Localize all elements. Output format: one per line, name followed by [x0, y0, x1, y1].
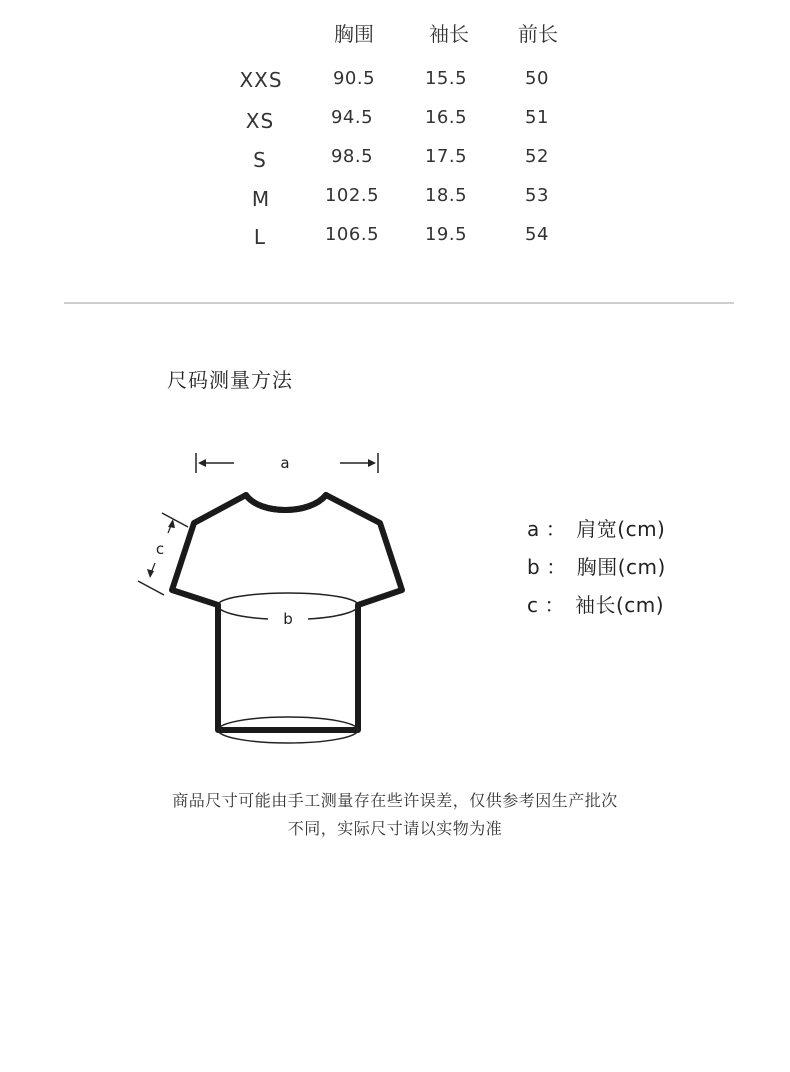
row-sleeve: 16.5 [424, 107, 468, 128]
legend-colon: ： [545, 517, 567, 541]
legend-key: a [527, 517, 540, 541]
row-size: M [251, 187, 271, 211]
legend-colon: ： [544, 593, 565, 617]
row-chest: 90.5 [332, 68, 376, 89]
legend-label: 袖长(cm) [575, 593, 665, 617]
row-length: 54 [525, 224, 549, 245]
row-size: S [253, 148, 267, 172]
tshirt-collar [246, 495, 326, 510]
row-length: 50 [525, 68, 549, 89]
legend-item-b [527, 552, 666, 590]
row-length: 53 [525, 185, 549, 206]
sleeve-marker-top [162, 513, 188, 527]
arrow-head-right [368, 459, 376, 467]
row-size: XS [245, 109, 275, 133]
legend-label: 胸围(cm) [576, 555, 666, 579]
row-size: L [253, 225, 267, 249]
label-a: a [280, 454, 290, 472]
row-chest: 94.5 [330, 107, 374, 128]
arrow-head-left [198, 459, 206, 467]
sleeve-arrow-head-top [168, 519, 175, 528]
row-sleeve: 15.5 [424, 68, 468, 89]
row-sleeve: 17.5 [424, 146, 468, 167]
measure-title: 尺码测量方法 [167, 368, 293, 392]
row-sleeve: 18.5 [424, 185, 468, 206]
label-c: c [155, 540, 165, 558]
disclaimer-line-2: 不同，实际尺寸请以实物为准 [287, 819, 503, 838]
disclaimer-line-1: 商品尺寸可能由手工测量存在些许误差，仅供参考因生产批次 [172, 791, 618, 810]
legend-colon: ： [546, 555, 567, 579]
legend-item-c [527, 590, 666, 628]
row-length: 51 [525, 107, 549, 128]
measure-legend [527, 514, 666, 628]
sleeve-arrow-head-bottom [147, 569, 154, 578]
legend-key: c [527, 593, 539, 617]
row-length: 52 [525, 146, 549, 167]
chest-ellipse-front-right [308, 605, 358, 619]
legend-label: 肩宽(cm) [576, 517, 666, 541]
label-b: b [283, 610, 293, 628]
chest-ellipse-back [218, 593, 358, 605]
header-chest: 胸围 [334, 22, 374, 46]
row-size: XXS [239, 68, 283, 92]
row-sleeve: 19.5 [424, 224, 468, 245]
legend-key: b [527, 555, 541, 579]
row-chest: 102.5 [324, 185, 380, 206]
header-sleeve: 袖长 [429, 22, 469, 46]
tshirt-diagram [130, 445, 430, 755]
chest-ellipse-front-left [218, 605, 268, 619]
sleeve-marker-bottom [138, 581, 164, 595]
section-divider [64, 302, 734, 304]
size-table [0, 0, 790, 260]
row-chest: 98.5 [330, 146, 374, 167]
row-chest: 106.5 [324, 224, 380, 245]
header-length: 前长 [518, 22, 558, 46]
legend-item-a [527, 514, 666, 552]
